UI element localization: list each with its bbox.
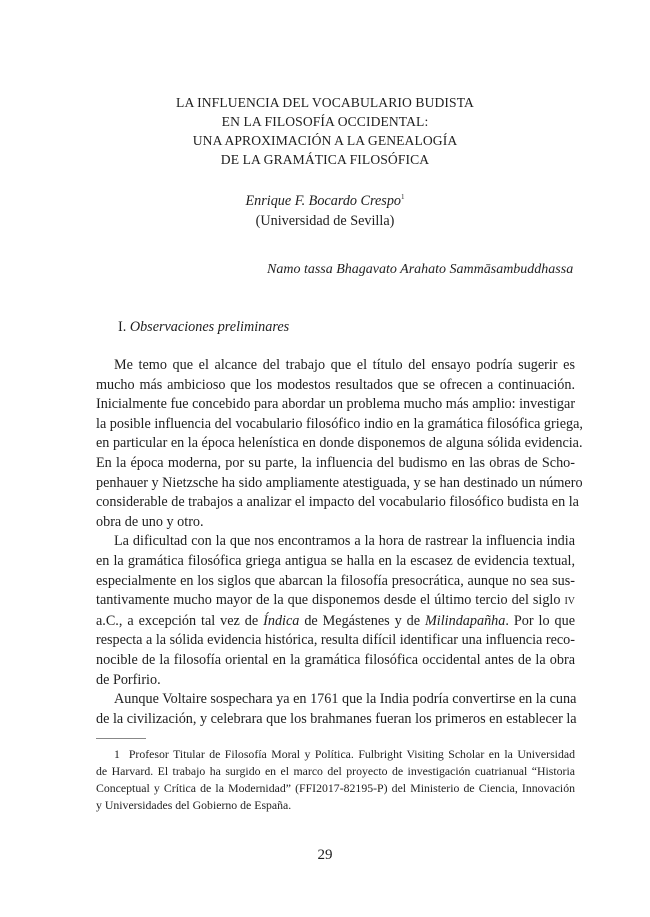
- footnote-text: Conceptual y Crítica de la Modernidad” (FFI2017-82195-P) del Ministerio de Ciencia, Innovación: [96, 781, 575, 795]
- paragraph: [96, 532, 575, 690]
- footnote-line: [96, 746, 575, 763]
- footnotes: [96, 746, 575, 814]
- text-segment: Me temo que el alcance del trabajo que el título del ensayo podría sugerir es: [114, 357, 575, 373]
- roman-numeral: IV: [564, 596, 575, 608]
- title-line: UNA APROXIMACIÓN A LA GENEALOGÍA: [192, 133, 458, 148]
- work-title: Índica: [263, 612, 300, 629]
- text-segment: la posible influencia del vocabulario filosófico indio en la gramática filosófica griega,: [96, 415, 583, 432]
- text-segment: en la gramática filosófica griega antigua se halla en la escasez de evidencia textual,: [96, 552, 575, 569]
- text-line: [96, 454, 575, 474]
- text-line: [96, 690, 575, 710]
- text-line: [96, 395, 575, 415]
- text-line: [96, 710, 575, 730]
- author-block: [0, 187, 650, 231]
- text-segment: . Por lo que: [505, 612, 575, 629]
- text-segment: en particular en la época helenística en donde disponemos de alguna sólida evidencia.: [96, 435, 583, 452]
- text-line: [96, 356, 575, 376]
- title-line: DE LA GRAMÁTICA FILOSÓFICA: [220, 152, 430, 167]
- title-line: LA INFLUENCIA DEL VOCABULARIO BUDISTA: [176, 95, 474, 110]
- footnote-text: y Universidades del Gobierno de España.: [96, 798, 292, 812]
- author-affiliation: (Universidad de Sevilla): [255, 213, 395, 229]
- footnote-text: Profesor Titular de Filosofía Moral y Política. Fulbright Visiting Scholar en la Universidad: [128, 747, 575, 761]
- text-segment: En la época moderna, por su parte, la influencia del budismo en las obras de Scho-: [96, 454, 575, 471]
- text-segment: Aunque Voltaire sospechara ya en 1761 que la India podría convertirse en la cuna: [114, 691, 577, 708]
- text-segment: penhauer y Nietzsche ha sido ampliamente atestiguada, y se han destinado un número: [96, 474, 583, 491]
- page-number: 29: [317, 847, 333, 863]
- text-line: [96, 591, 575, 612]
- article-title: [0, 93, 650, 169]
- section-number: I.: [118, 319, 127, 335]
- title-line: EN LA FILOSOFÍA OCCIDENTAL:: [221, 114, 429, 129]
- text-line: [96, 651, 575, 671]
- text-segment: La dificultad con la que nos encontramos a la hora de rastrear la influencia india: [114, 533, 575, 550]
- author-line: [0, 187, 650, 211]
- footnote-line: [96, 763, 575, 780]
- text-line: [96, 671, 575, 691]
- author-footnote-marker[interactable]: 1: [401, 193, 405, 201]
- paragraph: [96, 690, 575, 729]
- author-name: Enrique F. Bocardo Crespo: [245, 193, 402, 209]
- text-segment: nocible de la filosofía oriental en la gramática filosófica occidental antes de la obra: [96, 651, 575, 668]
- footnote-line: [96, 780, 575, 797]
- body-text: [96, 356, 583, 729]
- text-line: [96, 513, 575, 533]
- paragraph: [96, 356, 583, 532]
- text-line: [96, 612, 575, 632]
- text-line: [96, 631, 575, 651]
- text-line: [96, 572, 575, 592]
- text-line: [96, 493, 579, 513]
- text-segment: Inicialmente fue concebido para abordar un problema mucho más amplio: investigar: [96, 396, 576, 413]
- section-heading: [118, 319, 289, 336]
- text-line: [96, 552, 575, 572]
- footnote-line: [96, 797, 575, 814]
- footnote-text: de Harvard. El trabajo ha surgido en el marco del proyecto de investigación cuatrianual “Historia: [96, 764, 575, 778]
- text-segment: de Porfirio.: [96, 671, 161, 688]
- footnote-separator: [96, 738, 146, 739]
- text-line: [96, 474, 583, 494]
- text-line: [96, 415, 583, 435]
- text-segment: tantivamente mucho mayor de la que disponemos desde el último tercio del siglo: [96, 592, 565, 609]
- footnote-number: 1: [114, 747, 120, 761]
- text-line: [96, 434, 583, 454]
- text-segment: de Megástenes y de: [299, 612, 425, 629]
- work-title: Milindapañha: [424, 612, 506, 629]
- text-segment: a.C., a excepción tal vez de: [96, 612, 264, 629]
- text-segment: respecta a la sólida evidencia histórica, resulta difícil identificar una influencia reco-: [96, 632, 576, 649]
- text-segment: considerable de trabajos a analizar el impacto del vocabulario filosófico budista en la: [96, 494, 579, 511]
- section-title: Observaciones preliminares: [129, 319, 290, 335]
- text-line: [96, 376, 575, 396]
- text-segment: especialmente en los siglos que abarcan la filosofía presocrática, aunque no sea sus-: [96, 572, 575, 589]
- epigraph: Namo tassa Bhagavato Arahato Sammāsambuddhassa: [267, 262, 574, 277]
- text-segment: obra de uno y otro.: [96, 513, 204, 530]
- text-line: [96, 532, 575, 552]
- text-segment: de la civilización, y celebrara que los brahmanes fueran los primeros en establecer la: [96, 710, 577, 727]
- text-segment: mucho más ambicioso que los modestos resultados que se ofrecen a continuación.: [96, 376, 575, 393]
